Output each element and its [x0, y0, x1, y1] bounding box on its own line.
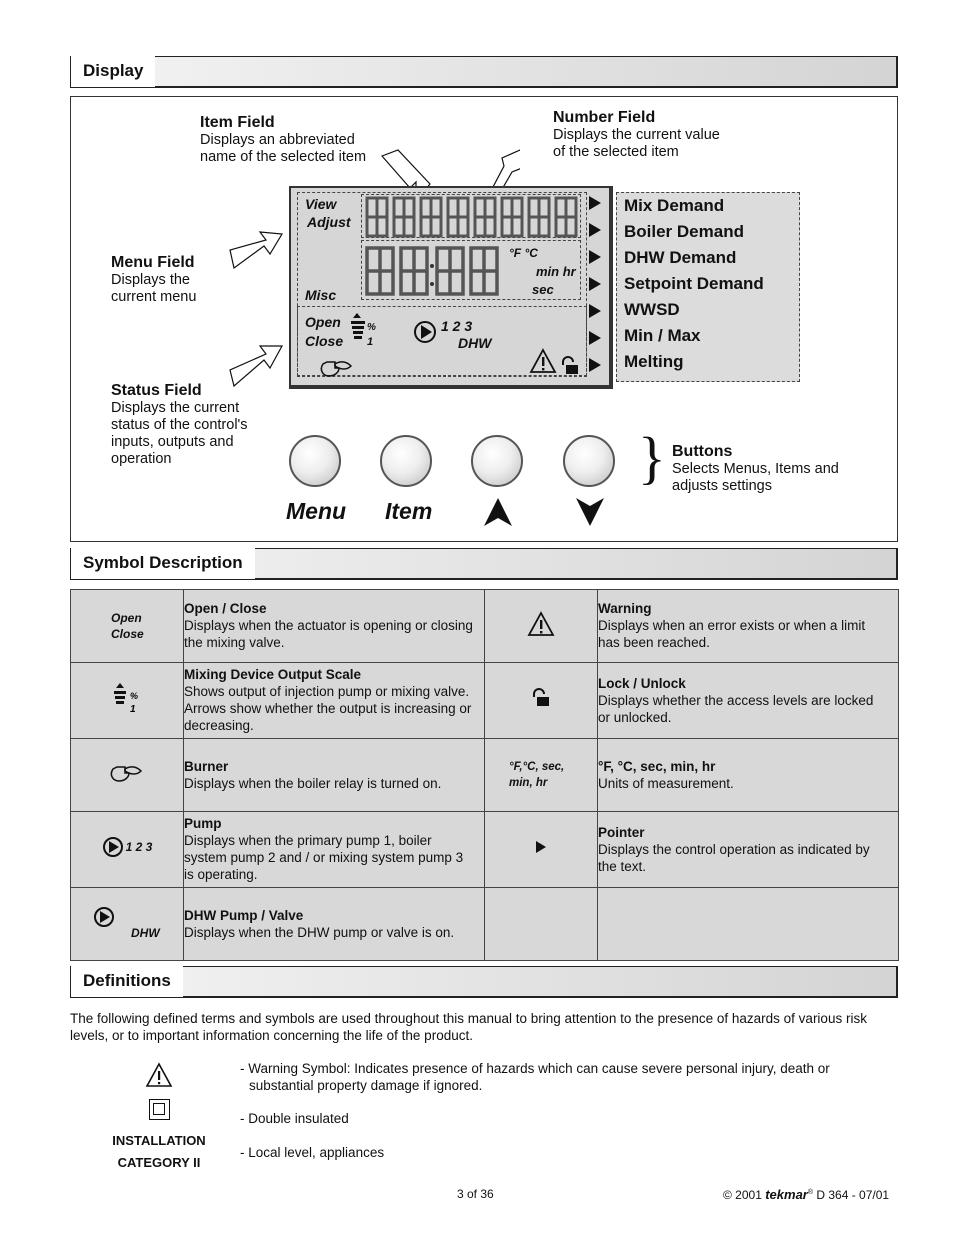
footer-copyright: © 2001 tekmar® D 364 - 07/01 [723, 1187, 890, 1202]
symbol-desc [598, 739, 899, 812]
callout-text: status of the control's [111, 417, 248, 433]
symbol-name: Open / Close [184, 601, 267, 616]
double-insulated-definition: - Double insulated [240, 1111, 349, 1126]
callout-text: Displays the current [111, 400, 240, 416]
pointer-icon [589, 331, 601, 345]
callout-text: Displays the [111, 272, 190, 288]
callout-title: Buttons [672, 443, 733, 460]
table-row [71, 812, 899, 888]
installation-category-label: INSTALLATION CATEGORY II [112, 1133, 206, 1170]
symbol-desc [184, 663, 485, 739]
symbol-text: Displays when the DHW pump or valve is on. [184, 924, 455, 940]
demand-item-mix: Mix Demand [624, 196, 725, 215]
symbol-cell-burner [71, 739, 184, 812]
callout-text: inputs, outputs and [111, 434, 234, 450]
symbol-cell-pointer [485, 812, 598, 888]
callout-text: Displays an abbreviated [200, 132, 355, 148]
demand-list [616, 192, 800, 382]
lcd-adjust-label: Adjust [307, 214, 351, 230]
callout-text: operation [111, 451, 172, 467]
svg-text:%: % [130, 691, 139, 701]
callout-title: Number Field [553, 109, 656, 126]
callout-title: Item Field [200, 114, 275, 131]
table-row [71, 590, 899, 663]
symbol-text: Displays whether the access levels are locked or unlocked. [598, 692, 874, 725]
pointer-icon [589, 250, 601, 264]
arrow-menu-field-icon [230, 232, 282, 268]
demand-item-melting: Melting [624, 352, 684, 371]
symbol-desc [598, 663, 899, 739]
buttons-callout [672, 443, 839, 495]
number-field-callout [553, 109, 720, 161]
definition-text: - Warning Symbol: Indicates presence of hazards which can cause severe personal injury, death or [240, 1061, 830, 1076]
output-scale-icon [349, 312, 369, 342]
menu-field-callout [111, 254, 196, 306]
output-scale-icon [112, 682, 142, 714]
pump-icon [413, 320, 437, 344]
down-button[interactable] [563, 435, 615, 487]
lcd-percent-label: % [367, 322, 376, 333]
section-title: Symbol Description [70, 548, 255, 580]
symbol-desc [184, 739, 485, 812]
lcd-time-units: min hr [536, 264, 576, 279]
symbol-desc [184, 812, 485, 888]
lcd-open-label: Open [305, 314, 341, 330]
symbol-name: Pump [184, 816, 222, 831]
symbol-desc [598, 812, 899, 888]
lcd-view-label: View [305, 196, 337, 212]
menu-button[interactable] [289, 435, 341, 487]
burner-icon [319, 356, 355, 380]
callout-title: Status Field [111, 382, 202, 399]
up-button[interactable] [471, 435, 523, 487]
symbol-text: Shows output of injection pump or mixing valve. Arrows show whether the output is increasing or decreasing. [184, 684, 472, 733]
symbol-text: Displays when the boiler relay is turned on. [184, 775, 442, 791]
demand-item-wwsd: WWSD [624, 300, 680, 319]
table-row [71, 739, 899, 812]
symbol-text: Units of measurement. [598, 775, 734, 791]
empty-cell [485, 888, 598, 961]
symbol-cell-units [485, 739, 598, 812]
callout-text: current menu [111, 289, 197, 305]
symbol-cell-open-close [71, 590, 184, 663]
lcd-sec-units: sec [532, 282, 554, 297]
pointer-icon [589, 304, 601, 318]
lcd-one-label: 1 [367, 336, 374, 348]
pump-numbers: 1 2 3 [125, 840, 153, 854]
demand-item-dhw: DHW Demand [624, 248, 737, 267]
arrow-status-field-icon [230, 346, 282, 386]
warning-definition [240, 1060, 830, 1094]
symbol-name: DHW Pump / Valve [184, 907, 304, 923]
callout-text: Displays the current value [553, 127, 720, 143]
warning-icon [527, 611, 555, 637]
dhw-label: DHW [131, 926, 160, 940]
pointer-icon [589, 277, 601, 291]
burner-icon [109, 761, 145, 785]
symbol-text: Displays the control operation as indicated by the text. [598, 841, 870, 874]
down-arrow-icon [574, 496, 606, 528]
symbol-cell-pump [71, 812, 184, 888]
symbol-text: Displays when an error exists or when a limit has been reached. [598, 618, 866, 650]
unlock-icon [559, 356, 581, 376]
pointer-icon [534, 840, 548, 854]
table-row [71, 663, 899, 739]
empty-cell [598, 888, 899, 961]
local-level-definition: - Local level, appliances [240, 1145, 385, 1160]
callout-text: of the selected item [553, 144, 679, 160]
pump-icon [93, 906, 115, 928]
symbol-text: Displays when the actuator is opening or closing the mixing valve. [184, 618, 473, 650]
units-icon: °F,°C, sec, min, hr [509, 761, 565, 789]
symbol-cell-lock [485, 663, 598, 739]
symbol-name: Warning [598, 601, 652, 616]
pump-icon [102, 836, 124, 858]
symbol-name: Pointer [598, 824, 645, 840]
symbol-cell-dhw [71, 888, 184, 961]
lcd-item-segments-icon [365, 196, 585, 242]
open-close-icon: Open Close [111, 611, 144, 641]
section-title: Display [70, 56, 155, 88]
symbol-desc [184, 590, 485, 663]
up-arrow-icon [482, 496, 514, 528]
brace-icon: } [638, 425, 666, 490]
lcd-display [289, 186, 613, 389]
pointer-icon [589, 196, 601, 210]
symbol-text: Displays when the primary pump 1, boiler system pump 2 and / or mixing system pump 3 is operating. [184, 833, 464, 882]
symbol-cell-warning [485, 590, 598, 663]
unlock-icon [530, 688, 552, 708]
demand-item-setpoint: Setpoint Demand [624, 274, 764, 293]
warning-icon [145, 1062, 173, 1088]
pointer-icon [589, 358, 601, 372]
definitions-intro: The following defined terms and symbols are used throughout this manual to bring attention to the presence of hazards of various risk levels, or to important information concerning the life of the product. [70, 1011, 867, 1043]
pointer-icon [589, 223, 601, 237]
section-header-definitions [70, 966, 898, 998]
callout-title: Menu Field [111, 254, 195, 271]
item-button-label: Item [385, 498, 433, 524]
lcd-temp-units: °F °C [509, 246, 538, 260]
symbol-desc [598, 590, 899, 663]
symbol-name: °F, °C, sec, min, hr [598, 758, 716, 774]
svg-text:1: 1 [130, 704, 136, 714]
section-header-display [70, 56, 898, 88]
lcd-misc-label: Misc [305, 287, 337, 303]
demand-item-min-max: Min / Max [624, 326, 701, 345]
symbol-name: Burner [184, 758, 229, 774]
definition-text: substantial property damage if ignored. [249, 1078, 483, 1093]
section-header-symbols [70, 548, 898, 580]
lcd-close-label: Close [305, 333, 344, 349]
callout-text: name of the selected item [200, 149, 367, 165]
lcd-pump-numbers: 1 2 3 [441, 318, 473, 334]
menu-button-label: Menu [286, 498, 347, 524]
symbol-table [70, 589, 899, 961]
double-insulated-icon [149, 1099, 170, 1120]
item-button[interactable] [380, 435, 432, 487]
table-row [71, 888, 899, 961]
symbol-desc [184, 888, 485, 961]
callout-text: Selects Menus, Items and [672, 461, 839, 477]
callout-text: adjusts settings [672, 478, 772, 494]
section-title: Definitions [70, 966, 183, 998]
symbol-name: Mixing Device Output Scale [184, 667, 362, 682]
lcd-dhw-label: DHW [458, 335, 492, 351]
brand-logo: tekmar [765, 1187, 808, 1202]
symbol-name: Lock / Unlock [598, 675, 686, 691]
page-number: 3 of 36 [457, 1187, 494, 1201]
demand-item-boiler: Boiler Demand [624, 222, 744, 241]
warning-icon [529, 348, 557, 374]
lcd-number-segments-icon [365, 244, 505, 300]
symbol-cell-output-scale [71, 663, 184, 739]
